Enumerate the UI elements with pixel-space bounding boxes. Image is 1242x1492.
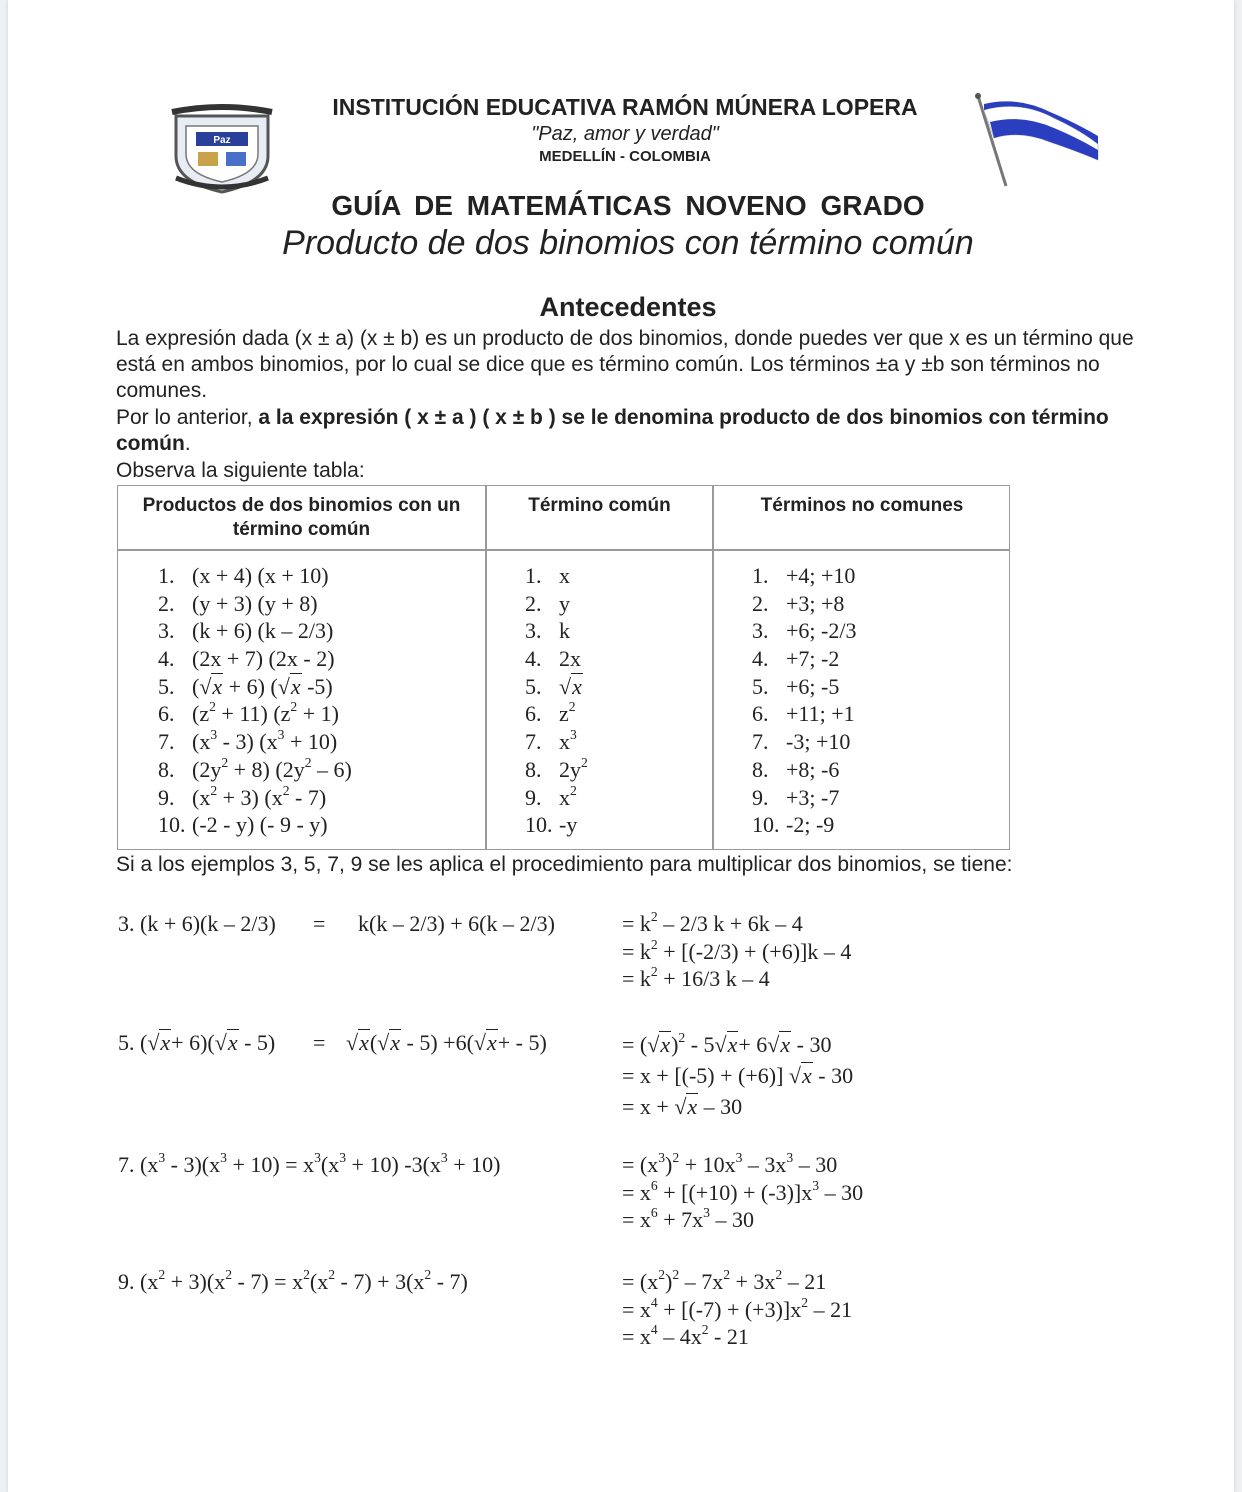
list-item: 10. -2; -9 — [752, 812, 835, 838]
list-item: 7. $(x^3 - 3) (x^3 + 10)$ — [158, 726, 338, 755]
list-item: 6. +11; +1 — [752, 701, 855, 727]
list-item: 5. +6; -5 — [752, 673, 840, 699]
result-line: = $k^2 + [(-2/3) + (+6)]k - 4$ — [622, 936, 852, 964]
example-7-results — [622, 1151, 863, 1234]
list-item: 9. $x^2$ — [525, 782, 577, 810]
header-products: Productos de dos binomios con un término común — [142, 495, 461, 540]
result-line: = $k^2 + 16/3$ k – 4 — [622, 963, 770, 991]
result-line: = $x^4 - 4x^2 - 21$ — [622, 1321, 749, 1349]
table-header-divider — [118, 549, 1009, 551]
list-item: 8. +8; -6 — [752, 756, 840, 782]
example-5-left: 5. (√x+ 6)(√x - 5) — [118, 1030, 276, 1055]
list-item: 6. $(z^2 + 11) (z^2 + 1)$ — [158, 699, 339, 727]
list-item: 9. $(x^2 + 3)$ $(x^2 - 7)$ — [158, 782, 327, 810]
example-7-left: 7. $(x^3 - 3)(x^3 + 10) = x^3(x^3 + 10) -3(x^3 + 10)$ — [118, 1149, 501, 1177]
list-item: 1. x — [525, 563, 570, 588]
example-9-left: 9. $(x^2 + 3)(x^2 - 7) = x^2(x^2 - 7) + 3(x^2 - 7)$ — [118, 1266, 468, 1294]
list-item: 3. k — [525, 618, 570, 644]
example-3-results — [622, 910, 851, 993]
result-line: = $(x^2)^2 - 7x^2 + 3x^2 - 21$ — [622, 1266, 827, 1294]
example-3-left: 3. (k + 6)(k – 2/3) — [118, 911, 276, 936]
header-common-term: Término común — [528, 495, 671, 516]
list-item: 5. (√x + 6) (√x -5) — [158, 673, 333, 699]
result-line: = $x^6 + [(+10) + (-3)]x^3 - 30$ — [622, 1177, 864, 1205]
result-line: = $(√x)^2 - 5√x+ 6√x - 30$ — [622, 1029, 832, 1057]
common-term-column — [525, 562, 588, 839]
procedure-paragraph: Si a los ejemplos 3, 5, 7, 9 se les aplica el procedimiento para multiplicar dos binomios, se tiene: — [116, 853, 1013, 876]
list-item: 7. $x^3$ — [525, 726, 577, 755]
flag-icon — [970, 92, 1106, 188]
svg-text:Paz: Paz — [213, 135, 231, 146]
example-5-results — [622, 1029, 853, 1122]
example-3-middle: k(k – 2/3) + 6(k – 2/3) — [358, 911, 555, 936]
guide-subtitle: Producto de dos binomios con término común — [282, 224, 974, 262]
definition-paragraph — [116, 405, 1136, 457]
example-5-equals: = — [313, 1030, 326, 1055]
list-item: 8. $2y^2$ — [525, 754, 588, 782]
school-motto: "Paz, amor y verdad" — [531, 123, 719, 145]
guide-title: GUÍA DE MATEMÁTICAS NOVENO GRADO — [331, 190, 925, 221]
intro-paragraph: La expresión dada (x ± a) (x ± b) es un producto de dos binomios, donde puedes ver que x es un término que está en ambos binomios, por lo cual se dice que es término común. Los términos ±a y ±b son términos no comunes. — [116, 327, 1134, 402]
list-item: 1. (x + 4) (x + 10) — [158, 563, 329, 588]
definition-end: . — [184, 432, 191, 455]
school-city: MEDELLÍN - COLOMBIA — [539, 148, 711, 165]
header-uncommon-terms: Términos no comunes — [760, 495, 964, 516]
list-item: 6. $z^2$ — [525, 699, 576, 727]
list-item: 2. y — [525, 590, 570, 616]
school-crest-logo — [166, 104, 278, 194]
list-item: 4. +7; -2 — [752, 646, 840, 672]
definition-bold: a la expresión ( x ± a ) ( x ± b ) se le denomina producto de dos binomios con término común — [116, 406, 1109, 455]
result-line: = $x^6 + 7x^3 - 30$ — [622, 1204, 754, 1232]
result-line: = $x^4 + [(-7) + (+3)]x^2 - 21$ — [622, 1294, 853, 1322]
document-page — [8, 0, 1234, 1492]
list-item: 2. +3; +8 — [752, 590, 845, 616]
section-heading: Antecedentes — [539, 292, 717, 322]
binomials-table — [117, 485, 1010, 850]
table-divider — [485, 486, 487, 849]
list-item: 4. 2x — [525, 646, 581, 672]
result-line: = $k^2 - 2/3$ k + 6k – 4 — [622, 908, 803, 936]
institution-name: INSTITUCIÓN EDUCATIVA RAMÓN MÚNERA LOPERA — [332, 94, 918, 120]
result-line: = x + √x – 30 — [622, 1094, 743, 1119]
result-line: = $(x^3)^2 + 10x^3 - 3x^3 - 30$ — [622, 1149, 838, 1177]
list-item: 5. √x — [525, 673, 582, 699]
uncommon-terms-column — [752, 562, 856, 839]
products-column — [158, 562, 352, 839]
example-3-equals: = — [313, 911, 326, 936]
list-item: 1. +4; +10 — [752, 563, 856, 588]
list-item: 3. (k + 6) (k – 2/3) — [158, 618, 334, 644]
result-line: = x + [(-5) + (+6)] √x - 30 — [622, 1063, 854, 1088]
example-5-middle: √x(√x - 5) +6(√x+ - 5) — [346, 1030, 547, 1055]
list-item: 2. (y + 3) (y + 8) — [158, 590, 318, 616]
example-9-results — [622, 1268, 852, 1351]
table-intro: Observa la siguiente tabla: — [116, 459, 365, 482]
list-item: 8. $(2y^2 + 8)$ $(2y^2 - 6)$ — [158, 754, 352, 782]
list-item: 3. +6; -2/3 — [752, 618, 857, 644]
list-item: 9. +3; -7 — [752, 784, 840, 810]
list-item: 4. (2x + 7) (2x - 2) — [158, 646, 335, 672]
definition-start: Por lo anterior, — [116, 406, 259, 429]
table-divider — [712, 486, 714, 849]
list-item: 10. (-2 - y) (- 9 - y) — [158, 812, 328, 838]
list-item: 7. -3; +10 — [752, 729, 851, 755]
list-item: 10. -y — [525, 812, 578, 838]
